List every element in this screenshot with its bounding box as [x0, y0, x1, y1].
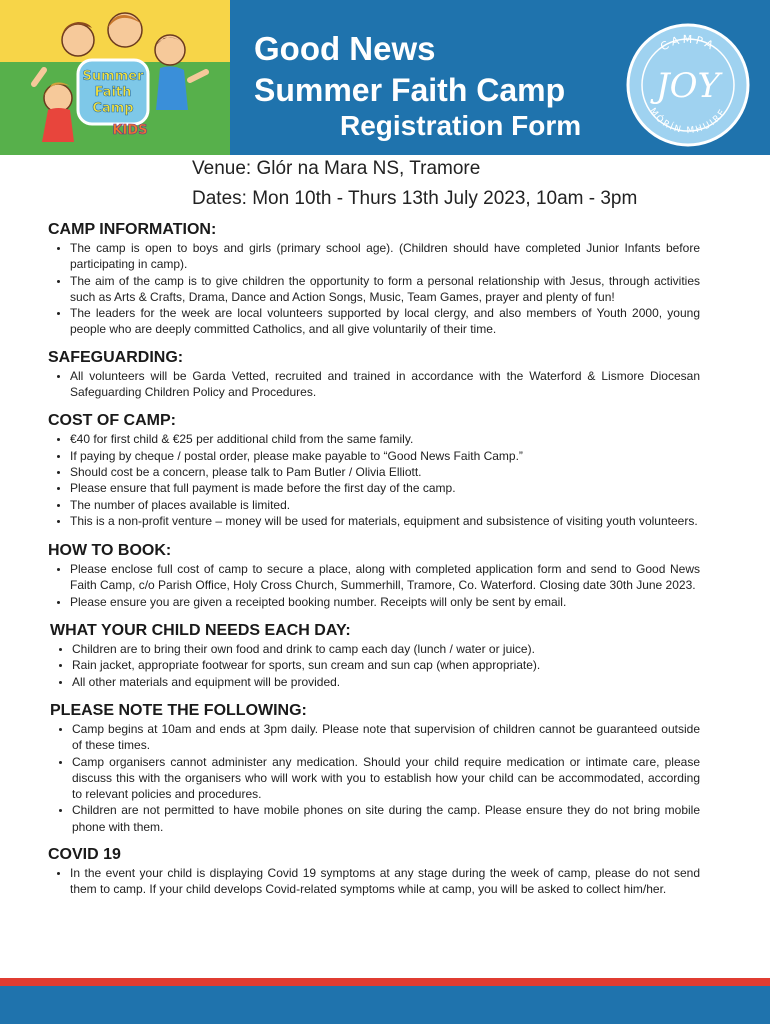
section-heading: PLEASE NOTE THE FOLLOWING: [50, 701, 307, 719]
list-item: • All volunteers will be Garda Vetted, recruited and trained in accordance with the Waterford & Lismore Diocesan Safeguarding Children Policy and Procedures. [70, 368, 700, 401]
section-heading: HOW TO BOOK: [48, 542, 172, 560]
list-item: • All other materials and equipment will be provided. [72, 674, 700, 690]
bullet-list [56, 240, 700, 338]
page-header [0, 0, 770, 155]
list-item: • Children are to bring their own food and drink to camp each day (lunch / water or juice). [72, 641, 700, 657]
list-item: • Please enclose full cost of camp to secure a place, along with completed application form and send to Good News Faith Camp, c/o Parish Office, Holy Cross Church, Summerhill, Tramore, Co. Waterford. Closing date 30th June 2023. [70, 561, 700, 594]
section-heading: CAMP INFORMATION: [48, 221, 217, 238]
svg-text:Faith: Faith [94, 85, 132, 100]
section-cost-of-camp [48, 411, 700, 529]
section-what-your-child-needs [50, 621, 700, 690]
list-item: • Please ensure that full payment is made before the first day of the camp. [70, 480, 700, 496]
list-item: • The aim of the camp is to give children the opportunity to form a personal relationship with Jesus, through activities such as Arts & Crafts, Drama, Dance and Action Songs, Music, Team Games, prayer and plenty of fun! [70, 273, 700, 306]
list-item: • This is a non-profit venture – money will be used for materials, equipment and subsistence of visiting youth volunteers. [70, 513, 700, 529]
bullet-list [56, 431, 700, 529]
bullet-list [56, 368, 700, 401]
list-item: • Should cost be a concern, please talk to Pam Butler / Olivia Elliott. [70, 464, 700, 480]
footer-red-stripe [0, 978, 770, 986]
list-item: • The leaders for the week are local volunteers supported by local clergy, and also members of Youth 2000, young people who are deeply committed Catholics, and all give voluntarily of their time. [70, 305, 700, 338]
section-covid-19 [48, 845, 700, 898]
bullet-list [58, 721, 700, 835]
svg-text:MÓRÍN MHUIRE: MÓRÍN MHUIRE [646, 106, 730, 137]
list-item: • The camp is open to boys and girls (primary school age). (Children should have completed Junior Infants before participating in camp). [70, 240, 700, 273]
section-please-note [50, 701, 700, 835]
list-item: • If paying by cheque / postal order, please make payable to “Good News Faith Camp.” [70, 448, 700, 464]
svg-text:JOY: JOY [656, 66, 720, 106]
svg-text:Camp: Camp [92, 101, 134, 116]
bullet-list [56, 865, 700, 898]
section-heading: SAFEGUARDING: [48, 348, 184, 366]
section-camp-information [48, 220, 700, 338]
svg-text:KIDS: KIDS [112, 123, 148, 138]
section-how-to-book [48, 541, 700, 610]
section-heading: COVID 19 [48, 846, 121, 864]
bullet-list [58, 641, 700, 690]
list-item: • Camp organisers cannot administer any medication. Should your child require medication or intimate care, please discuss this with the organisers who will work with you to establish how your child can be accommodated, according to relevant policies and procedures. [72, 754, 700, 803]
list-item: • Please ensure you are given a receipted booking number. Receipts will only be sent by email. [70, 594, 700, 610]
list-item: • In the event your child is displaying Covid 19 symptoms at any stage during the week of camp, please do not send them to camp. If your child develops Covid-related symptoms while at camp, you will be asked to collect him/her. [70, 865, 700, 898]
svg-text:CAMPA: CAMPA [658, 32, 718, 54]
info-content [48, 218, 700, 898]
list-item: • €40 for first child & €25 per additional child from the same family. [70, 431, 700, 447]
section-heading: WHAT YOUR CHILD NEEDS EACH DAY: [50, 622, 351, 640]
summer-faith-camp-kids-logo [30, 10, 210, 150]
list-item: • Rain jacket, appropriate footwear for sports, sun cream and sun cap (when appropriate). [72, 657, 700, 673]
section-safeguarding [48, 348, 700, 401]
list-item: • Children are not permitted to have mobile phones on site during the camp. Please ensure they do not bring mobile phone with them. [72, 802, 700, 835]
dates-line: Dates: Mon 10th - Thurs 13th July 2023, 10am - 3pm [192, 188, 638, 209]
venue-line: Venue: Glór na Mara NS, Tramore [192, 158, 481, 179]
title-good-news: Good News [254, 30, 436, 67]
campa-joy-logo [626, 23, 750, 147]
section-heading: COST OF CAMP: [48, 412, 176, 430]
title-registration-form: Registration Form [340, 110, 582, 141]
title-summer-faith-camp: Summer Faith Camp [254, 72, 566, 108]
list-item: • The number of places available is limited. [70, 497, 700, 513]
list-item: • Camp begins at 10am and ends at 3pm daily. Please note that supervision of children cannot be guaranteed outside of these times. [72, 721, 700, 754]
bullet-list [56, 561, 700, 610]
svg-text:Summer: Summer [82, 69, 144, 84]
footer-blue-band [0, 986, 770, 1024]
